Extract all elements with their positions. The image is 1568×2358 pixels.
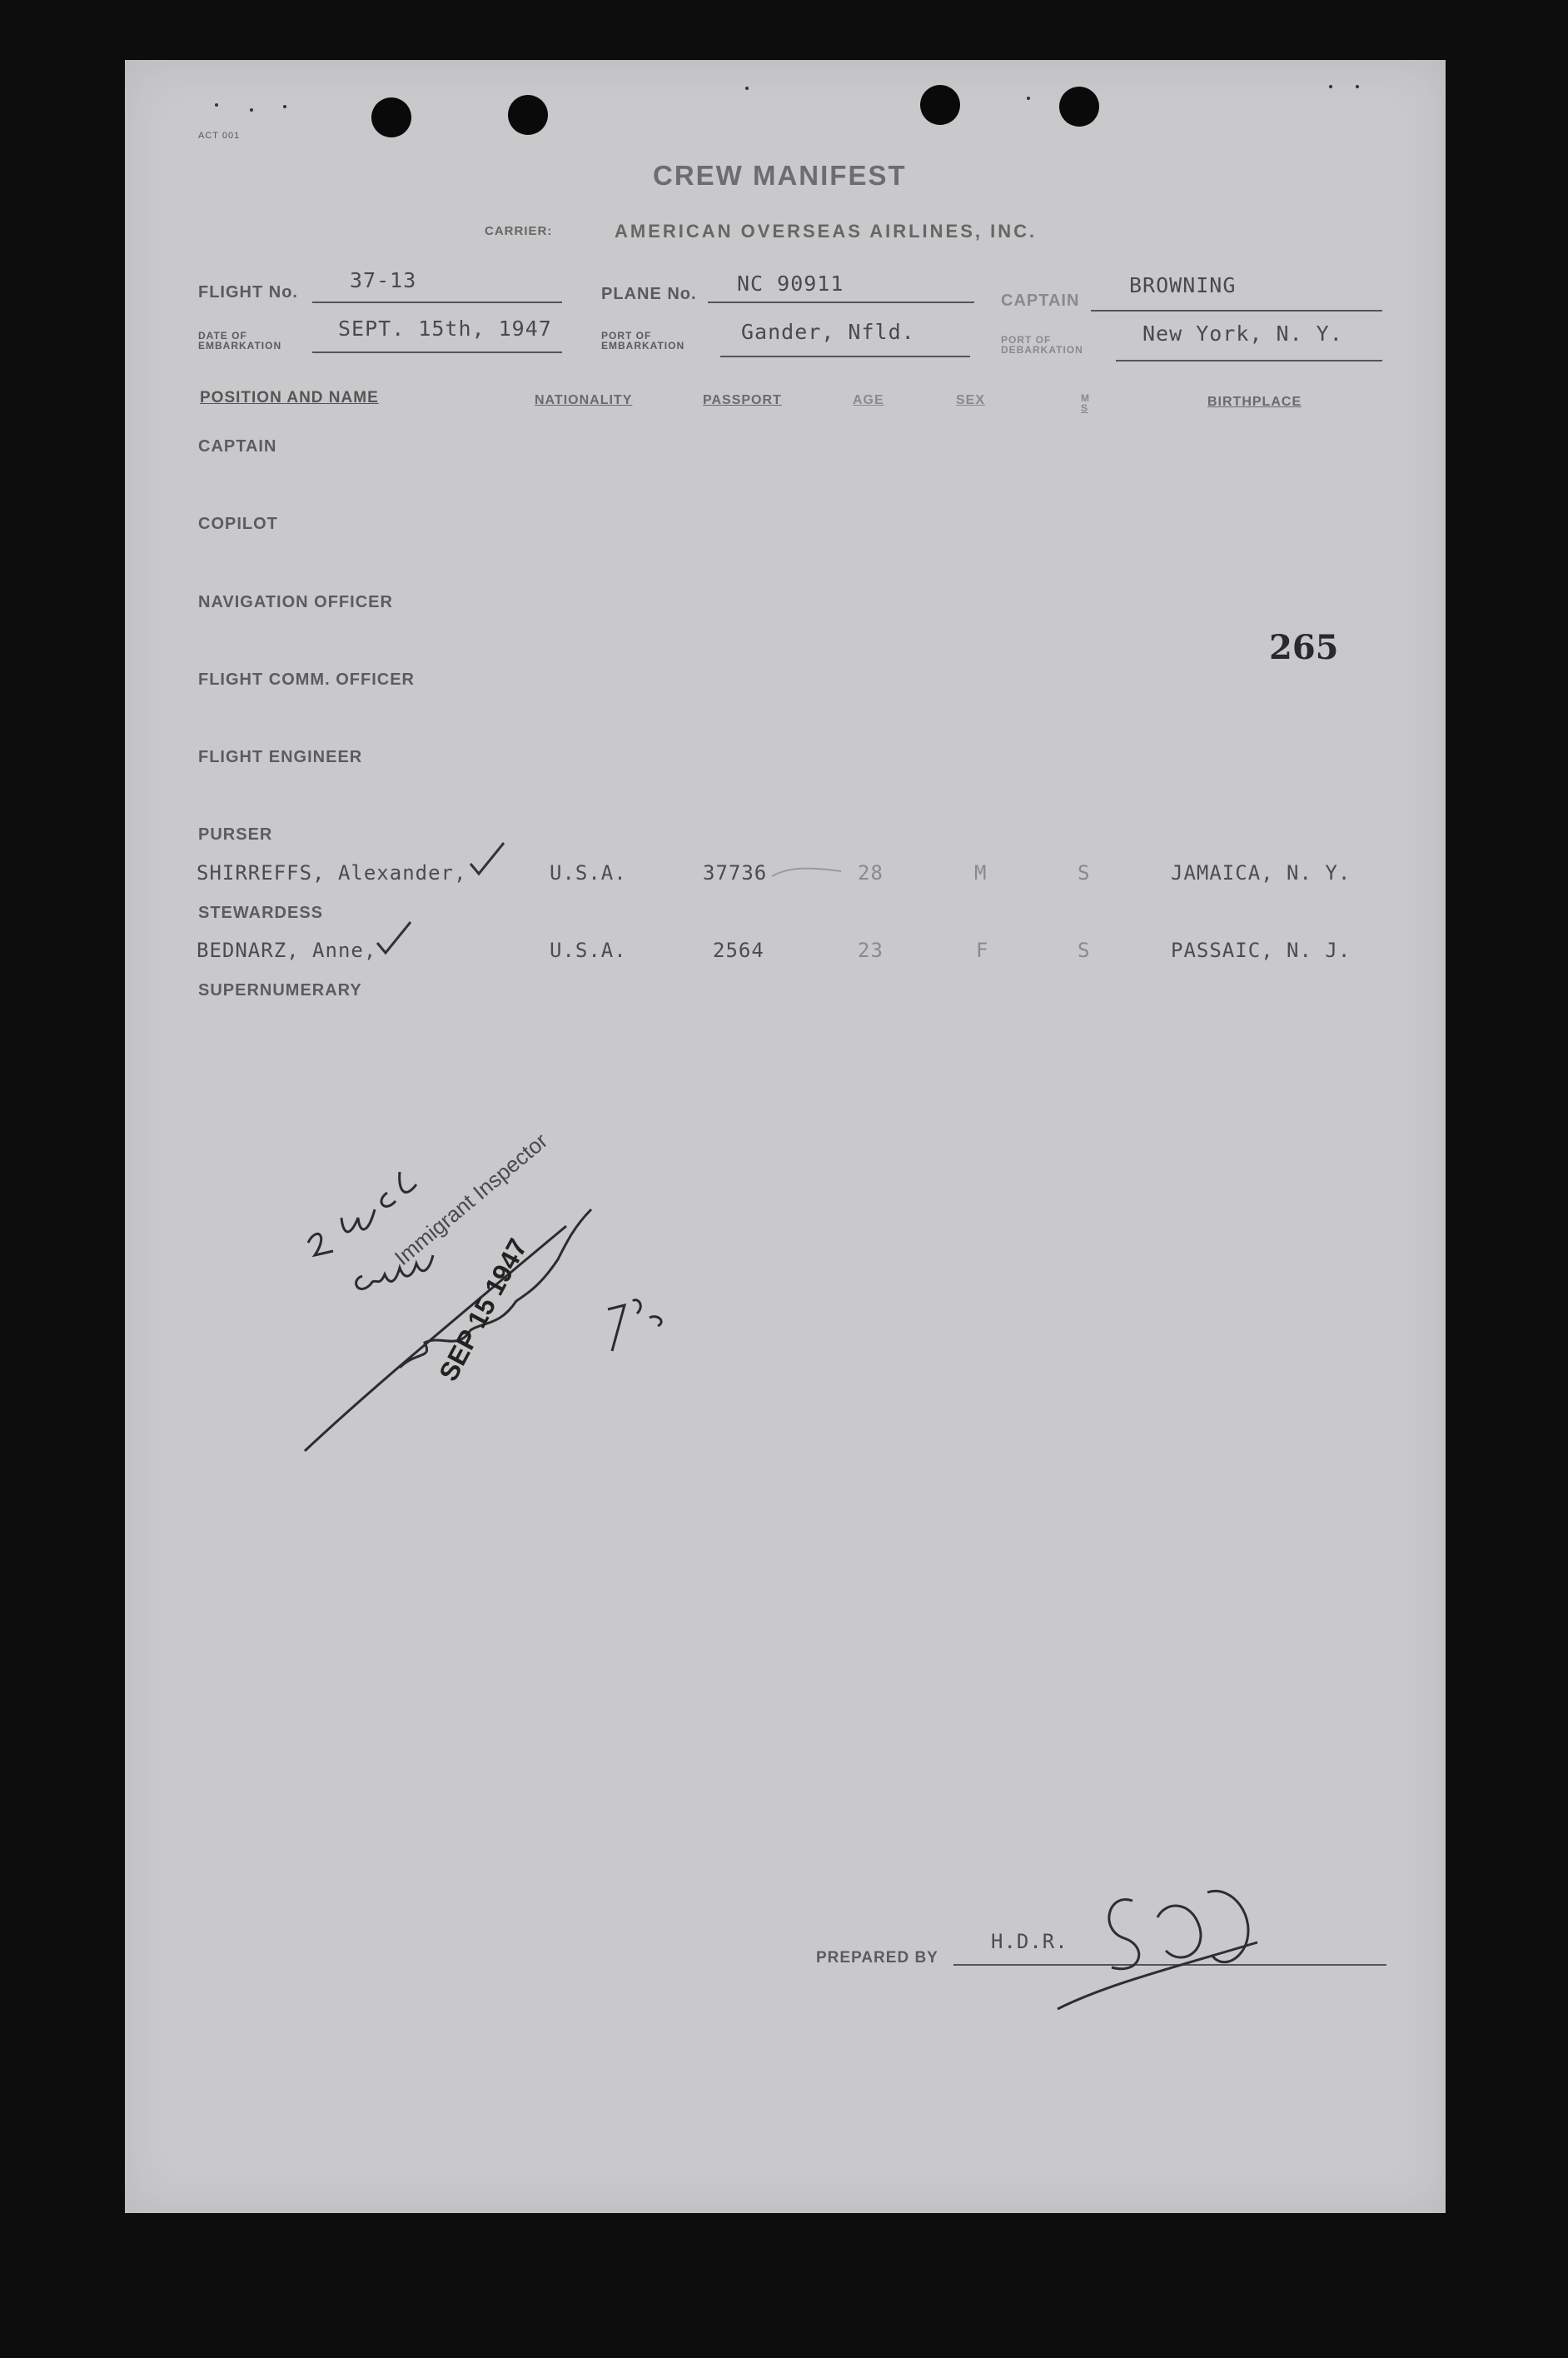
- manifest-page: [125, 60, 1446, 2213]
- position-supernumerary: SUPERNUMERARY: [198, 981, 362, 1000]
- crew-1-birthplace: JAMAICA, N. Y.: [1171, 861, 1351, 885]
- plane-no-value: NC 90911: [737, 272, 844, 296]
- port-emb-label-line-1: PORT OF: [601, 330, 652, 341]
- flight-no-label: FLIGHT No.: [198, 283, 298, 302]
- flight-no-line: [312, 302, 562, 303]
- carrier-value: AMERICAN OVERSEAS AIRLINES, INC.: [615, 221, 1038, 242]
- form-number: ACT 001: [198, 131, 241, 141]
- captain-line: [1091, 310, 1382, 312]
- pen-flourish-icon: [770, 860, 845, 885]
- speck: [745, 87, 749, 90]
- speck: [1027, 97, 1030, 100]
- port-deb-line: [1116, 360, 1382, 361]
- col-marital-line-1: M: [1081, 392, 1090, 404]
- position-comm: FLIGHT COMM. OFFICER: [198, 671, 415, 689]
- crew-1-sex: M: [974, 861, 988, 885]
- punch-hole: [371, 97, 411, 137]
- position-engineer: FLIGHT ENGINEER: [198, 748, 363, 766]
- speck: [250, 108, 253, 112]
- stamp-date: SEP 15 1947: [433, 1233, 534, 1386]
- speck: [1356, 85, 1359, 88]
- col-nationality: NATIONALITY: [535, 393, 633, 407]
- position-stewardess: STEWARDESS: [198, 904, 324, 922]
- carrier-label: CARRIER:: [485, 224, 553, 238]
- speck: [283, 105, 286, 108]
- crew-1-age: 28: [858, 861, 884, 885]
- port-emb-value: Gander, Nfld.: [741, 320, 915, 344]
- speck: [215, 103, 218, 107]
- crew-1-passport: 37736: [703, 861, 768, 885]
- col-position-name: POSITION AND NAME: [200, 389, 379, 406]
- plane-no-line: [708, 302, 974, 303]
- col-marital: [1081, 393, 1090, 413]
- crew-2-birthplace: PASSAIC, N. J.: [1171, 939, 1351, 962]
- plane-no-label: PLANE No.: [601, 285, 697, 303]
- port-emb-label: [601, 331, 684, 351]
- check-mark-icon: [466, 839, 516, 880]
- prepared-by-initials: H.D.R.: [991, 1930, 1068, 1953]
- port-deb-label-line-2: DEBARKATION: [1001, 344, 1083, 356]
- position-purser: PURSER: [198, 825, 273, 844]
- crew-2-name: BEDNARZ, Anne,: [197, 939, 377, 962]
- stamp-title: Immigrant Inspector: [390, 1128, 553, 1270]
- crew-2-marital: S: [1078, 939, 1091, 962]
- crew-2-passport: 2564: [713, 939, 764, 962]
- col-passport: PASSPORT: [703, 393, 782, 407]
- position-navigation: NAVIGATION OFFICER: [198, 593, 393, 611]
- date-label-line-2: EMBARKATION: [198, 340, 282, 351]
- captain-value: BROWNING: [1129, 273, 1237, 297]
- position-captain: CAPTAIN: [198, 437, 277, 456]
- port-emb-label-line-2: EMBARKATION: [601, 340, 685, 351]
- crew-2-sex: F: [976, 939, 989, 962]
- col-birthplace: BIRTHPLACE: [1207, 395, 1302, 409]
- check-mark-icon: [373, 918, 423, 960]
- date-value: SEPT. 15th, 1947: [338, 317, 552, 341]
- preparer-signature-icon: [1041, 1851, 1291, 2017]
- col-sex: SEX: [956, 393, 986, 407]
- punch-hole: [508, 95, 548, 135]
- date-label: [198, 331, 281, 351]
- crew-2-age: 23: [858, 939, 884, 962]
- captain-label: CAPTAIN: [1001, 292, 1080, 310]
- date-line: [312, 351, 562, 353]
- page-title: CREW MANIFEST: [653, 160, 907, 191]
- flight-no-value: 37-13: [350, 268, 417, 292]
- punch-hole: [920, 85, 960, 125]
- crew-1-nationality: U.S.A.: [550, 861, 627, 885]
- col-age: AGE: [853, 393, 884, 407]
- punch-hole: [1059, 87, 1099, 127]
- port-deb-value: New York, N. Y.: [1142, 322, 1343, 346]
- position-copilot: COPILOT: [198, 515, 278, 533]
- crew-2-nationality: U.S.A.: [550, 939, 627, 962]
- port-emb-line: [720, 356, 970, 357]
- crew-1-marital: S: [1078, 861, 1091, 885]
- speck: [1329, 85, 1332, 88]
- col-marital-line-2: S: [1081, 402, 1089, 414]
- port-deb-label-line-1: PORT OF: [1001, 334, 1052, 346]
- date-label-line-1: DATE OF: [198, 330, 247, 341]
- port-deb-label: [1001, 335, 1083, 355]
- prepared-by-label: PREPARED BY: [816, 1949, 938, 1967]
- crew-1-name: SHIRREFFS, Alexander,: [197, 861, 467, 885]
- page-number: 265: [1269, 628, 1339, 667]
